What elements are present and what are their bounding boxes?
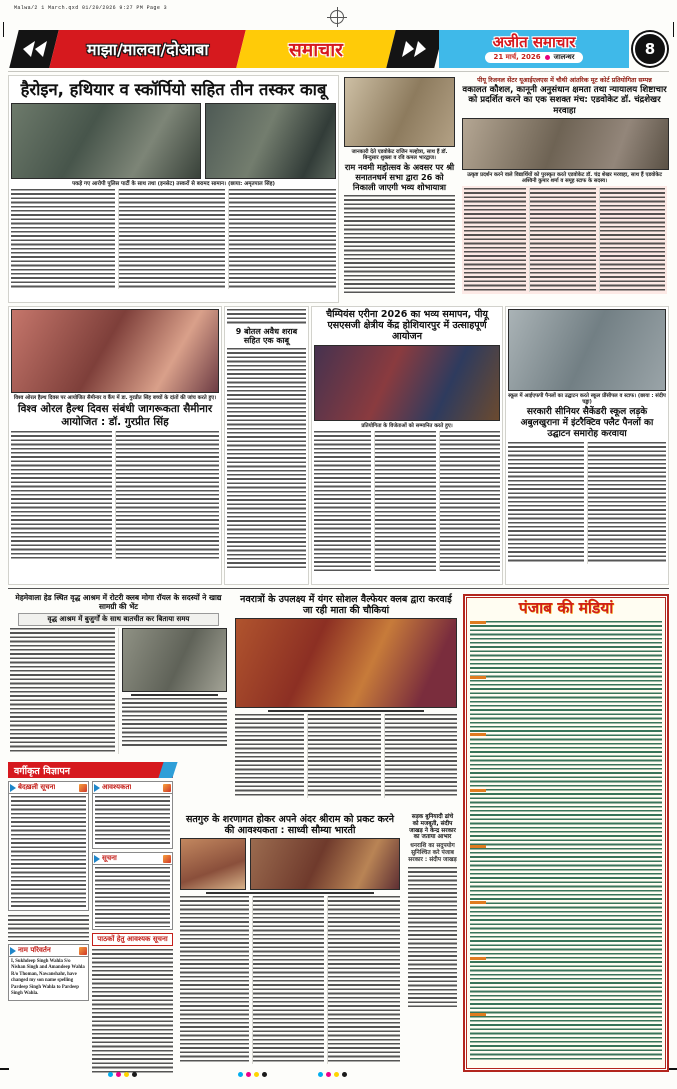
body-text-column bbox=[228, 189, 336, 289]
body-text-columns bbox=[180, 896, 400, 1064]
article-navratri-chowki bbox=[233, 592, 459, 805]
ad-body-text bbox=[11, 796, 86, 908]
mandi-town-lead bbox=[470, 901, 486, 904]
magenta-dot-icon bbox=[116, 1072, 121, 1077]
audience-crowd-photo bbox=[250, 838, 400, 890]
body-text-column bbox=[227, 309, 306, 325]
article-ram-navami bbox=[342, 75, 457, 315]
article-headline: नवरात्रों के उपलक्ष्य में यंगर सोशल वैल्फेयर क्लब द्वारा करवाई जा रही माता की चौकियां bbox=[240, 594, 452, 617]
photo-caption: जानकारी देते एडवोकेट राजिन मल्होत्रा, साथ हैं डॉ. बिन्दुसार शुक्ला व रवि कमल भारद्वाज। bbox=[351, 149, 448, 162]
printer-slug-line: Malwa/2 1 March.qxd 01/20/2026 9:27 PM Page 3 bbox=[14, 5, 168, 11]
ad-body-text bbox=[95, 796, 170, 846]
body-text-column bbox=[11, 189, 115, 289]
body-text-column bbox=[314, 431, 371, 571]
body-text-columns bbox=[235, 714, 457, 798]
ad-body-text bbox=[95, 867, 170, 927]
police-officers-photo bbox=[205, 103, 336, 179]
ad-box-notice bbox=[92, 852, 173, 930]
region-title: माझा/मालवा/दोआबा bbox=[86, 40, 209, 59]
ad-box-title: आवश्यकता bbox=[102, 783, 132, 791]
photo-row bbox=[11, 103, 336, 179]
ad-box-title: सूचना bbox=[102, 854, 117, 862]
photo-caption: उत्कृष्ट प्रदर्शन करने वाले विद्यार्थियों को पुरस्कृत करते एडवोकेट डॉ. चंद्र शेखर मरवाहा, साथ हैं एडवोकेट अश्विनी कुमार शर्मा व समूह स्टाफ के सदस्य। bbox=[467, 171, 662, 184]
mandi-town-lead bbox=[470, 676, 486, 679]
news-word: समाचार bbox=[289, 39, 343, 61]
ad-thumbnail-icon bbox=[79, 784, 87, 792]
ad-thumbnail-icon bbox=[163, 784, 171, 792]
classifieds-title: वर्गीकृत विज्ञापन bbox=[14, 765, 71, 777]
body-text-column bbox=[118, 189, 226, 289]
reader-notice-box: पाठकों हेतु आवश्यक सूचना bbox=[92, 933, 173, 946]
mandi-town-lead bbox=[470, 789, 486, 792]
body-text-column bbox=[10, 628, 115, 754]
registration-mark-icon bbox=[330, 10, 344, 24]
mandi-rates-text bbox=[470, 621, 662, 1061]
article-champions-arena bbox=[311, 306, 503, 585]
ad-box-requirement bbox=[92, 781, 173, 849]
cyan-dot-icon bbox=[108, 1072, 113, 1077]
devotee-crowd-photo bbox=[235, 618, 457, 708]
issue-date: 21 मार्च, 2026 bbox=[493, 53, 541, 61]
paper-name: अजीत समाचार bbox=[492, 33, 576, 51]
mandi-rates-listing bbox=[470, 621, 662, 1061]
body-text-column bbox=[180, 896, 249, 1064]
body-text-columns bbox=[10, 628, 227, 754]
article-body-pink bbox=[462, 186, 667, 294]
photo-caption: स्कूल में आईएफपी पैनलों का उद्घाटन करते स्कूल प्रींसीपल व स्टाफ। (छाया : संदीप चड्ढा) bbox=[508, 393, 666, 406]
body-text-column bbox=[384, 714, 457, 798]
classifieds-column bbox=[92, 781, 173, 1075]
ad-thumbnail-icon bbox=[79, 947, 87, 955]
yellow-dot-icon bbox=[254, 1072, 259, 1077]
masthead-right-arrows bbox=[386, 30, 443, 68]
photo-caption-line bbox=[131, 694, 217, 696]
classifieds-column bbox=[8, 781, 89, 1075]
ad-box-title: नाम परिवर्तन bbox=[18, 946, 51, 954]
mandi-town-lead bbox=[470, 621, 486, 624]
cyan-dot-icon bbox=[238, 1072, 243, 1077]
edition-city: जालन्धर bbox=[553, 53, 575, 61]
body-text-column bbox=[587, 442, 667, 564]
ad-body-text bbox=[92, 949, 173, 1075]
ad-box-title: बेदख़ली सूचना bbox=[18, 783, 56, 791]
masthead-region-band bbox=[49, 30, 245, 68]
chevron-right-icon bbox=[94, 784, 100, 792]
ad-box-eviction bbox=[8, 781, 89, 911]
event-group-photo bbox=[314, 345, 500, 421]
chevron-right-icon bbox=[10, 784, 16, 792]
ad-box-name-change bbox=[8, 944, 89, 1001]
classifieds-columns bbox=[8, 781, 173, 1075]
mandi-town-lead bbox=[470, 845, 486, 848]
masthead-paper-panel bbox=[439, 30, 629, 68]
school-inauguration-photo bbox=[508, 309, 666, 391]
name-change-notice-text: I, Sukhdeep Singh Wahla S/o Nishan Singh and Amandeep Wahla R/o Thoman, Nawanshahr, have changed my son name spelling Pardeep Singh Wahla to Pardeep Singh Wahla. bbox=[11, 959, 85, 997]
article-satguru-sadhvi bbox=[178, 812, 402, 1075]
classifieds-section bbox=[8, 762, 173, 1075]
article-headline: 9 बोतल अवैध शराब सहित एक काबू bbox=[235, 327, 298, 346]
body-text-column bbox=[464, 188, 526, 292]
article-headline: वकालत कौशल, कानूनी अनुसंधान क्षमता तथा न्यायालय शिष्टाचार को प्रदर्शित करने का एक सशक्त मंच: एडवोकेट डॉ. चंद्रशेखर मरवाहा bbox=[462, 85, 667, 116]
article-oral-health bbox=[8, 306, 222, 585]
brief-subhead: धनराशि का सदुपयोग सुनिश्चित करे पंजाब सरकार : संदीप जाखड़ bbox=[408, 843, 457, 863]
body-text-column bbox=[374, 431, 435, 571]
article-liquor-seizure bbox=[224, 306, 309, 585]
body-text-column bbox=[227, 348, 306, 570]
photo-caption: विश्व ओरल हैल्थ दिवस पर आयोजित सैमीनार व कैंप में डा. गुरप्रीत सिंह बच्चों के दांतों की जांच करते हुए। bbox=[13, 395, 217, 401]
photo-row bbox=[180, 838, 400, 890]
date-pill bbox=[485, 52, 582, 63]
crop-mark bbox=[668, 1068, 677, 1070]
mandi-section-title: पंजाब की मंडियां bbox=[518, 599, 614, 617]
photo-caption: पकड़े गए आरोपी पुलिस पार्टी के साथ तथा (इनसेट) तस्करों से बरामद सामान। (छाया: अमृतपाल सिंह) bbox=[72, 181, 275, 187]
body-text-column bbox=[115, 431, 220, 559]
cmyk-registration-dots bbox=[318, 1062, 350, 1081]
body-text-column bbox=[408, 867, 457, 1007]
advocates-desk-photo bbox=[344, 77, 455, 147]
police-arrest-photo bbox=[11, 103, 201, 179]
photo-caption: प्रतियोगिता के विजेताओं को सम्मानित करते हुए। bbox=[361, 422, 453, 429]
cyan-dot-icon bbox=[318, 1072, 323, 1077]
article-headline: सरकारी सीनियर सैकेंडरी स्कूल लड़के अबुलखुराना में इंटरैक्टिव फ्लैट पैनलों का उद्घाटन समारोह करवाया bbox=[520, 407, 654, 439]
mandi-town-lead bbox=[470, 1013, 486, 1016]
body-text-column bbox=[344, 195, 455, 293]
chevron-right-icon bbox=[414, 41, 428, 57]
chevron-left-icon bbox=[33, 41, 47, 57]
brief-headline: सड़क बुनियादी ढांचे को मजबूती, संदीप जाखड़ ने केन्द्र सरकार का जताया आभार bbox=[409, 814, 456, 841]
body-text-column bbox=[118, 628, 227, 754]
article-heroin-smugglers bbox=[8, 75, 339, 303]
photo-caption-line bbox=[268, 710, 423, 712]
separator-dot-icon bbox=[545, 55, 550, 60]
mandi-town-lead bbox=[470, 733, 486, 736]
body-text-columns bbox=[464, 188, 665, 292]
body-text-columns bbox=[11, 431, 219, 559]
body-text-column bbox=[508, 442, 584, 564]
dental-camp-photo bbox=[11, 309, 219, 393]
cmyk-registration-dots bbox=[238, 1062, 270, 1081]
magenta-dot-icon bbox=[246, 1072, 251, 1077]
article-oldage-home bbox=[8, 592, 229, 759]
mandi-rates-section bbox=[463, 594, 669, 1072]
masthead bbox=[10, 30, 667, 68]
article-headline: विश्व ओरल हैल्थ दिवस संबंधी जागरूकता सैमीनार आयोजित : डॉ. गुरप्रीत सिंह bbox=[17, 403, 213, 428]
article-headline: चैम्पियंस एरीना 2026 का भव्य समापन, पीयू एसएसजी क्षेत्रीय केंद्र होशियारपुर में उत्साहपूर्ण आयोजन bbox=[326, 309, 488, 343]
chevron-right-icon bbox=[10, 947, 16, 955]
body-text-column bbox=[11, 431, 112, 559]
sadhvi-speaker-photo bbox=[180, 838, 246, 890]
black-dot-icon bbox=[342, 1072, 347, 1077]
article-moot-court bbox=[460, 75, 669, 315]
crop-mark bbox=[3, 22, 4, 37]
body-text-columns bbox=[314, 431, 500, 571]
article-subhead: वृद्ध आश्रम में बुजुर्गों के साथ बातचीत कर बिताया समय bbox=[18, 613, 219, 625]
ribbon-tail bbox=[158, 762, 177, 778]
section-rule bbox=[8, 588, 669, 589]
body-text-column bbox=[599, 188, 665, 292]
body-text-column bbox=[439, 431, 500, 571]
body-text-column bbox=[529, 188, 595, 292]
body-text-column bbox=[122, 698, 227, 748]
photo-caption-line bbox=[206, 892, 373, 894]
article-kicker: पीयू रिजनल सेंटर यूआईएलएस में चौथी आंतरिक मूट कोर्ट प्रतियोगिता सम्पन्न bbox=[477, 77, 652, 84]
yellow-dot-icon bbox=[334, 1072, 339, 1077]
black-dot-icon bbox=[262, 1072, 267, 1077]
body-text-columns bbox=[508, 442, 666, 564]
article-school-panels bbox=[505, 306, 669, 585]
body-text-columns bbox=[11, 189, 336, 289]
article-headline: राम नवमी महोत्सव के अवसर पर श्री सनातनधर्म सभा द्वारा 26 को निकाली जाएगी भव्य शोभायात्रा bbox=[344, 162, 455, 192]
masthead-news-band bbox=[236, 30, 395, 68]
award-ceremony-photo bbox=[462, 118, 669, 170]
article-headline: हैरोइन, हथियार व स्कॉर्पियो सहित तीन तस्कर काबू bbox=[20, 80, 327, 99]
mandi-town-lead bbox=[470, 957, 486, 960]
masthead-rule bbox=[8, 71, 669, 72]
ad-thumbnail-icon bbox=[163, 855, 171, 863]
oldage-home-photo bbox=[122, 628, 227, 692]
magenta-dot-icon bbox=[326, 1072, 331, 1077]
body-text-column bbox=[235, 714, 304, 798]
article-headline: सतगुरु के शरणागत होकर अपने अंदर श्रीराम को प्रकट करने की आवश्यकता : साध्वी सौम्या भारती bbox=[185, 814, 395, 837]
chevron-right-icon bbox=[94, 855, 100, 863]
yellow-dot-icon bbox=[124, 1072, 129, 1077]
classifieds-header bbox=[8, 762, 173, 778]
black-dot-icon bbox=[132, 1072, 137, 1077]
body-text-column bbox=[327, 896, 400, 1064]
crop-mark bbox=[673, 22, 674, 37]
page-number-badge: 8 bbox=[633, 32, 667, 66]
brief-jakhar bbox=[406, 812, 459, 1075]
ad-body-text bbox=[8, 915, 89, 941]
body-text-column bbox=[252, 896, 325, 1064]
body-text-column bbox=[307, 714, 380, 798]
cmyk-registration-dots bbox=[108, 1062, 140, 1081]
article-headline: मेहमेवाला हेड स्थित वृद्ध आश्रम में रोटरी क्लब मोगा रॉयल के सदस्यों ने खाद्य सामग्री की भेंट bbox=[15, 593, 222, 611]
